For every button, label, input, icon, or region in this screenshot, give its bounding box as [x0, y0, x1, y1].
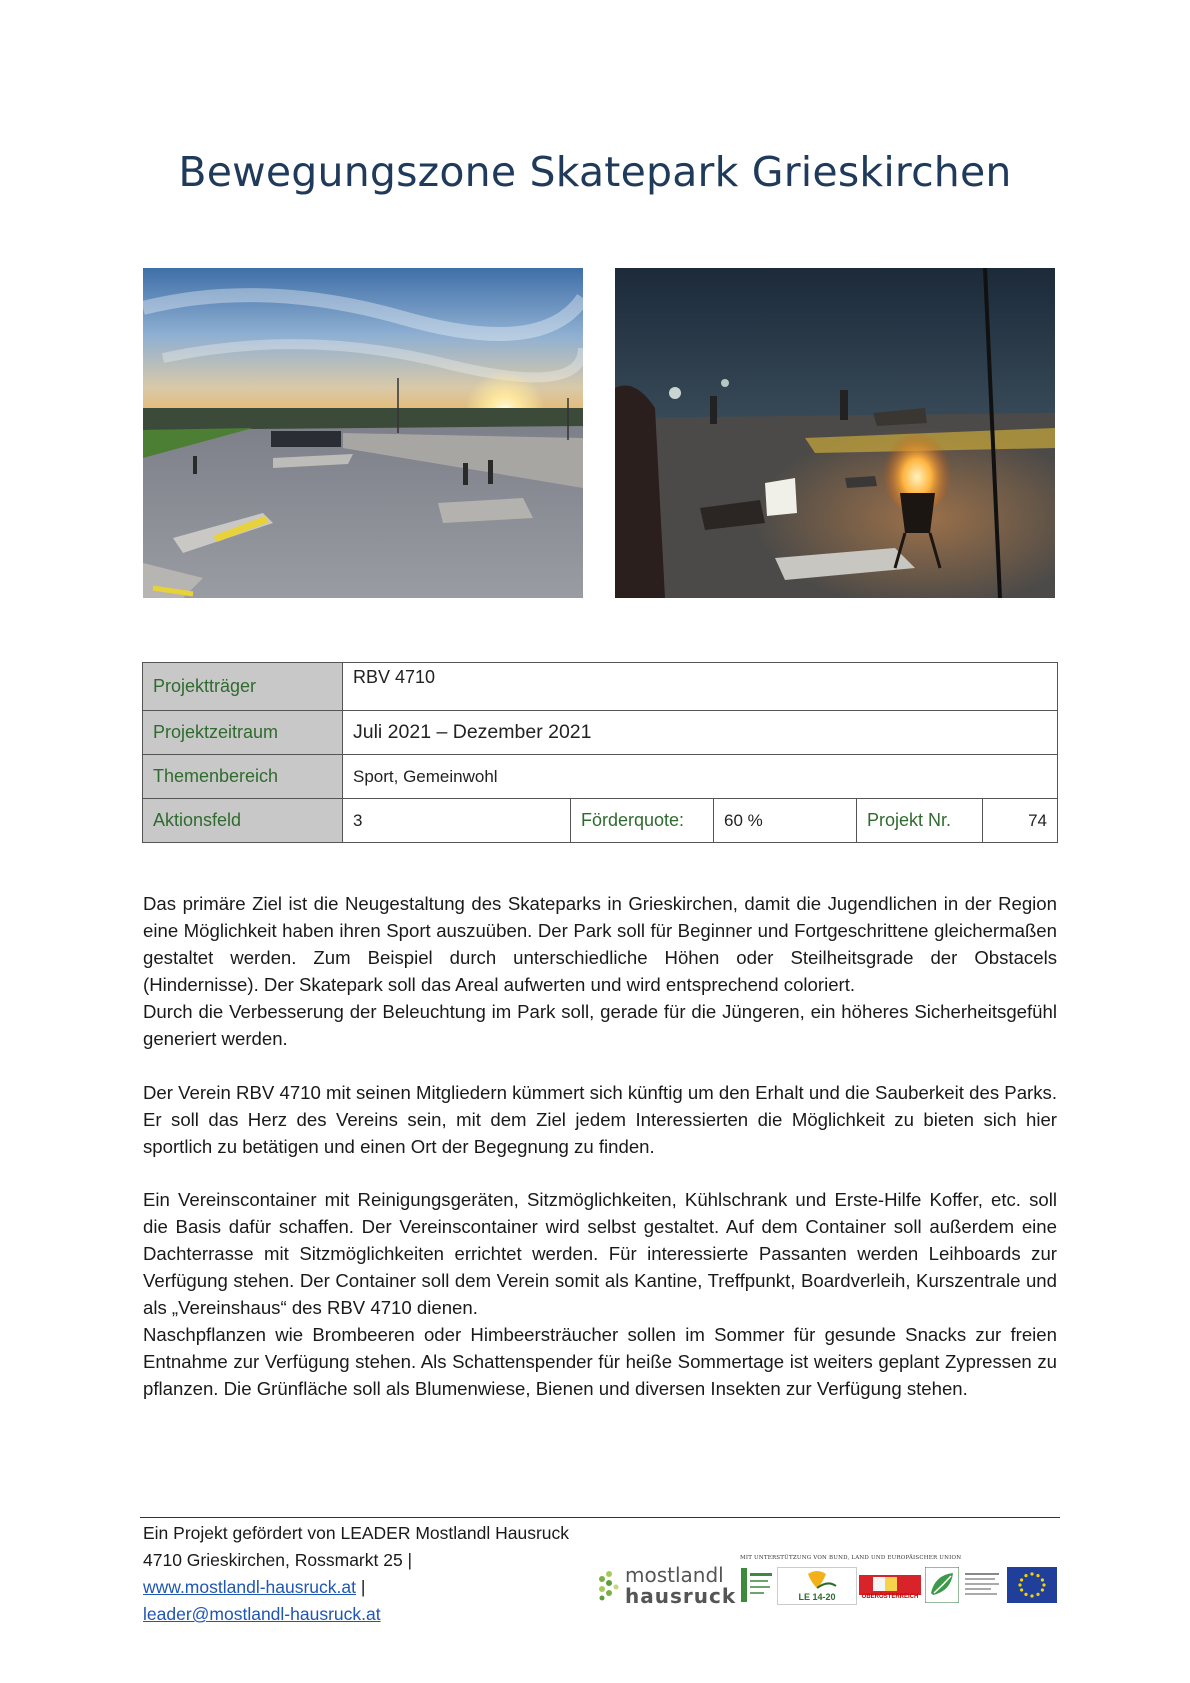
aktionsfeld-label: Aktionsfeld [143, 799, 343, 843]
table-row [143, 663, 1058, 711]
footer-email-line [143, 1601, 569, 1628]
paragraph: Durch die Verbesserung der Beleuchtung im Park soll, gerade für die Jüngeren, ein höheres Sicherheitsgefühl generiert werden. [143, 1001, 1057, 1049]
table-row [143, 799, 1058, 843]
mostlandl-text: mostlandl [625, 1563, 724, 1587]
themen-label: Themenbereich [143, 755, 343, 799]
projektnr-value: 74 [983, 799, 1058, 843]
themen-value: Sport, Gemeinwohl [343, 755, 1058, 799]
sponsor-logos [597, 1555, 1057, 1617]
ministry-logo-icon [740, 1567, 774, 1603]
project-info-table [142, 662, 1058, 843]
footer-separator: | [360, 1577, 366, 1597]
zeitraum-value: Juli 2021 – Dezember 2021 [343, 711, 1058, 755]
dots-icon [597, 1569, 625, 1603]
table-row [143, 755, 1058, 799]
foerderquote-value: 60 % [714, 799, 857, 843]
footer-address: 4710 Grieskirchen, Rossmarkt 25 | [143, 1550, 413, 1570]
paragraph: Der Verein RBV 4710 mit seinen Mitgliedern kümmert sich künftig um den Erhalt und die Sauberkeit des Parks. Er soll das Herz des Vereins sein, mit dem Ziel jedem Interessierten die Möglichkeit zu bieten sich hier sportlich zu betätigen und einen Ort der Begegnung zu finden. [143, 1082, 1057, 1157]
website-link[interactable]: www.mostlandl-hausruck.at [143, 1577, 356, 1597]
footer-divider [140, 1517, 1060, 1518]
leader-logo-icon [925, 1567, 959, 1603]
email-link[interactable]: leader@mostlandl-hausruck.at [143, 1604, 381, 1624]
paragraph: Das primäre Ziel ist die Neugestaltung des Skateparks in Grieskirchen, damit die Jugendlichen in der Region eine Möglichkeit haben ihren Sport auszuüben. Der Park soll für Beginner und Fortgeschrittene gleichermaßen gestaltet werden. Zum Beispiel durch unterschiedliche Höhen oder Steilheitsgrade der Obstacels (Hindernisse). Der Skatepark soll das Areal aufwerten und wird entsprechend coloriert. [143, 893, 1057, 995]
footer-website-line [143, 1574, 569, 1601]
paragraph: Ein Vereinscontainer mit Reinigungsgeräten, Sitzmöglichkeiten, Kühlschrank und Erste-Hilfe Koffer, etc. soll die Basis dafür schaffen. Der Vereinscontainer wird selbst gestaltet. Auf dem Container soll außerdem eine Dachterrasse mit Sitzmöglichkeiten errichtet werden. Für interessierte Passanten werden Leihboards zur Verfügung stehen. Der Container soll dem Verein somit als Kantine, Treffpunkt, Boardverleih, Kurszentrale und als „Vereinshaus“ des RBV 4710 dienen. [143, 1189, 1057, 1318]
zeitraum-label: Projektzeitraum [143, 711, 343, 755]
skatepark-fire-basket-night-photo [615, 268, 1055, 598]
foerderquote-label: Förderquote: [571, 799, 714, 843]
projekttraeger-label: Projektträger [143, 663, 343, 711]
hausruck-text: hausruck [625, 1584, 737, 1608]
footer [143, 1520, 569, 1628]
ooe-label: OBERÖSTERREICH [861, 1594, 919, 1600]
projekttraeger-value: RBV 4710 [343, 663, 1058, 711]
skatepark-sunset-photo [143, 268, 583, 598]
paragraph-block-association [143, 1079, 1057, 1160]
aktionsfeld-value: 3 [343, 799, 571, 843]
paragraph: Naschpflanzen wie Brombeeren oder Himbeersträucher sollen im Sommer für gesunde Snacks zur freien Entnahme zur Verfügung stehen. Als Schattenspender für heiße Sommertage ist weiters geplant Zypressen zu pflanzen. Die Grünfläche soll als Blumenwiese, Bienen und diversen Insekten zur Verfügung stehen. [143, 1324, 1057, 1399]
le-label: LE 14-20 [798, 1592, 836, 1602]
projektnr-label: Projekt Nr. [857, 799, 983, 843]
eu-support-caption: MIT UNTERSTÜTZUNG VON BUND, LAND UND EUROPÄISCHER UNION [740, 1555, 962, 1561]
paragraph-block-container [143, 1186, 1057, 1402]
page-title: Bewegungszone Skatepark Grieskirchen [178, 148, 1012, 196]
eafrd-text-logo-icon [963, 1567, 1003, 1603]
footer-funding-line: Ein Projekt gefördert von LEADER Mostlandl Hausruck [143, 1523, 570, 1543]
le-14-20-logo [777, 1567, 857, 1605]
paragraph-block-goals [143, 890, 1057, 1052]
eu-flag-icon [1007, 1567, 1057, 1603]
oberoesterreich-logo [859, 1567, 921, 1603]
table-row [143, 711, 1058, 755]
mostlandl-hausruck-logo [597, 1561, 737, 1611]
